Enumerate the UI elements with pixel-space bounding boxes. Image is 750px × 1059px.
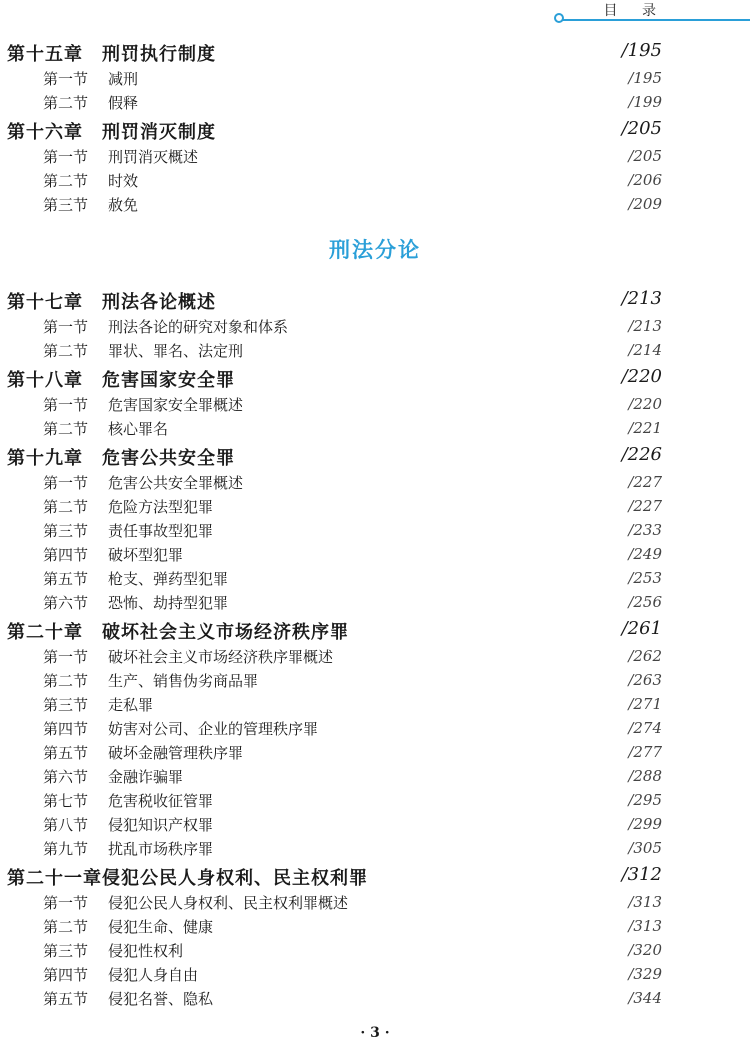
section-page: /209 [628,195,662,213]
section-page: /195 [628,69,662,87]
toc-section-row[interactable] [0,890,750,914]
section-page: /213 [628,317,662,335]
chapter-title: 刑法各论概述 [102,292,216,313]
section-number: 第六节 [43,768,89,786]
section-title: 扰乱市场秩序罪 [108,840,214,858]
toc-section-row[interactable] [0,90,750,114]
section-page: /233 [628,521,662,539]
section-title: 罪状、罪名、法定刑 [108,342,244,360]
section-page: /305 [628,839,662,857]
section-page: /288 [628,767,662,785]
section-number: 第六节 [43,594,89,612]
section-page: /263 [628,671,662,689]
section-page: /299 [628,815,662,833]
chapter-page: /213 [621,288,662,309]
section-title: 恐怖、劫持型犯罪 [108,594,229,612]
toc-section-row[interactable] [0,144,750,168]
section-number: 第二节 [43,918,89,936]
toc-chapter-row[interactable] [0,614,750,644]
toc-section-row[interactable] [0,542,750,566]
section-title: 金融诈骗罪 [108,768,184,786]
section-title: 刑法各论的研究对象和体系 [108,318,289,336]
chapter-number: 第十五章 [7,44,83,65]
section-title: 枪支、弹药型犯罪 [108,570,229,588]
section-number: 第二节 [43,672,89,690]
toc-section-row[interactable] [0,392,750,416]
section-page: /253 [628,569,662,587]
chapter-page: /312 [621,864,662,885]
chapter-title: 危害国家安全罪 [102,370,235,391]
section-number: 第九节 [43,840,89,858]
toc-section-row[interactable] [0,518,750,542]
section-number: 第二节 [43,172,89,190]
section-number: 第四节 [43,720,89,738]
section-page: /344 [628,989,662,1007]
section-title: 妨害对公司、企业的管理秩序罪 [108,720,319,738]
section-number: 第二节 [43,420,89,438]
toc-section-row[interactable] [0,644,750,668]
toc-section-row[interactable] [0,938,750,962]
section-number: 第三节 [43,196,89,214]
section-title: 侵犯公民人身权利、民主权利罪概述 [108,894,349,912]
section-title: 危害公共安全罪概述 [108,474,244,492]
toc-section-row[interactable] [0,668,750,692]
section-number: 第一节 [43,474,89,492]
section-page: /313 [628,893,662,911]
section-title: 侵犯性权利 [108,942,184,960]
section-title: 走私罪 [108,696,154,714]
section-title: 危险方法型犯罪 [108,498,214,516]
toc-section-row[interactable] [0,192,750,216]
section-title: 危害税收征管罪 [108,792,214,810]
chapter-number: 第十七章 [7,292,83,313]
toc-section-row[interactable] [0,494,750,518]
chapter-number: 第二十章 [7,622,83,643]
chapter-title: 刑罚消灭制度 [102,122,216,143]
section-title: 侵犯名誉、隐私 [108,990,214,1008]
chapter-number: 第二十一章 [7,868,102,889]
section-number: 第三节 [43,696,89,714]
section-number: 第一节 [43,70,89,88]
toc-section-row[interactable] [0,66,750,90]
section-page: /249 [628,545,662,563]
section-page: /206 [628,171,662,189]
chapter-number: 第十六章 [7,122,83,143]
section-number: 第二节 [43,498,89,516]
section-title: 侵犯生命、健康 [108,918,214,936]
section-page: /199 [628,93,662,111]
page-number: · 3 · [360,1025,390,1041]
section-title: 侵犯知识产权罪 [108,816,214,834]
chapter-page: /226 [621,444,662,465]
section-title: 破坏型犯罪 [108,546,184,564]
section-page: /329 [628,965,662,983]
header-circle-ornament [554,13,564,23]
toc-section-row[interactable] [0,416,750,440]
chapter-title: 破坏社会主义市场经济秩序罪 [102,622,349,643]
toc-chapter-row[interactable] [0,284,750,314]
section-page: /205 [628,147,662,165]
chapter-number: 第十八章 [7,370,83,391]
section-page: /214 [628,341,662,359]
toc-chapter-row[interactable] [0,114,750,144]
section-page: /274 [628,719,662,737]
header-rule [562,19,750,21]
section-title: 责任事故型犯罪 [108,522,214,540]
section-number: 第八节 [43,816,89,834]
toc-part-heading [0,216,750,284]
section-page: /271 [628,695,662,713]
section-number: 第二节 [43,94,89,112]
toc-section-row[interactable] [0,470,750,494]
section-page: /227 [628,497,662,515]
section-title: 生产、销售伪劣商品罪 [108,672,259,690]
chapter-page: /220 [621,366,662,387]
chapter-title: 刑罚执行制度 [102,44,216,65]
section-number: 第四节 [43,966,89,984]
chapter-page: /261 [621,618,662,639]
toc-section-row[interactable] [0,716,750,740]
chapter-title: 危害公共安全罪 [102,448,235,469]
toc-chapter-row[interactable] [0,440,750,470]
section-title: 侵犯人身自由 [108,966,199,984]
toc-section-row[interactable] [0,566,750,590]
section-title: 减刑 [108,70,139,88]
section-page: /221 [628,419,662,437]
toc-section-row[interactable] [0,338,750,362]
section-page: /262 [628,647,662,665]
section-number: 第五节 [43,570,89,588]
toc-section-row[interactable] [0,764,750,788]
section-number: 第一节 [43,148,89,166]
toc-section-row[interactable] [0,836,750,860]
section-number: 第三节 [43,942,89,960]
section-title: 假释 [108,94,139,112]
toc-section-row[interactable] [0,962,750,986]
toc-section-row[interactable] [0,788,750,812]
section-title: 破坏社会主义市场经济秩序罪概述 [108,648,334,666]
toc-section-row[interactable] [0,168,750,192]
section-number: 第一节 [43,648,89,666]
toc-chapter-row[interactable] [0,36,750,66]
section-title: 时效 [108,172,139,190]
toc-section-row[interactable] [0,314,750,338]
section-title: 危害国家安全罪概述 [108,396,244,414]
section-number: 第三节 [43,522,89,540]
chapter-number: 第十九章 [7,448,83,469]
section-number: 第四节 [43,546,89,564]
header-title: 目 录 [603,3,666,19]
section-title: 赦免 [108,196,139,214]
toc-section-row[interactable] [0,914,750,938]
toc-section-row[interactable] [0,986,750,1010]
toc-section-row[interactable] [0,740,750,764]
toc-section-row[interactable] [0,692,750,716]
section-page: /256 [628,593,662,611]
section-page: /220 [628,395,662,413]
section-page: /295 [628,791,662,809]
section-number: 第二节 [43,342,89,360]
section-page: /313 [628,917,662,935]
chapter-title: 侵犯公民人身权利、民主权利罪 [102,868,368,889]
running-header [0,0,750,24]
toc-section-row[interactable] [0,812,750,836]
section-number: 第一节 [43,318,89,336]
toc-section-row[interactable] [0,590,750,614]
part-title: 刑法分论 [329,238,421,262]
section-number: 第一节 [43,396,89,414]
chapter-page: /195 [621,40,662,61]
section-number: 第五节 [43,990,89,1008]
toc-chapter-row[interactable] [0,860,750,890]
section-title: 破坏金融管理秩序罪 [108,744,244,762]
chapter-page: /205 [621,118,662,139]
toc-chapter-row[interactable] [0,362,750,392]
section-number: 第七节 [43,792,89,810]
section-page: /320 [628,941,662,959]
section-page: /277 [628,743,662,761]
section-title: 核心罪名 [108,420,169,438]
section-title: 刑罚消灭概述 [108,148,199,166]
section-page: /227 [628,473,662,491]
section-number: 第五节 [43,744,89,762]
section-number: 第一节 [43,894,89,912]
table-of-contents [0,36,750,1010]
